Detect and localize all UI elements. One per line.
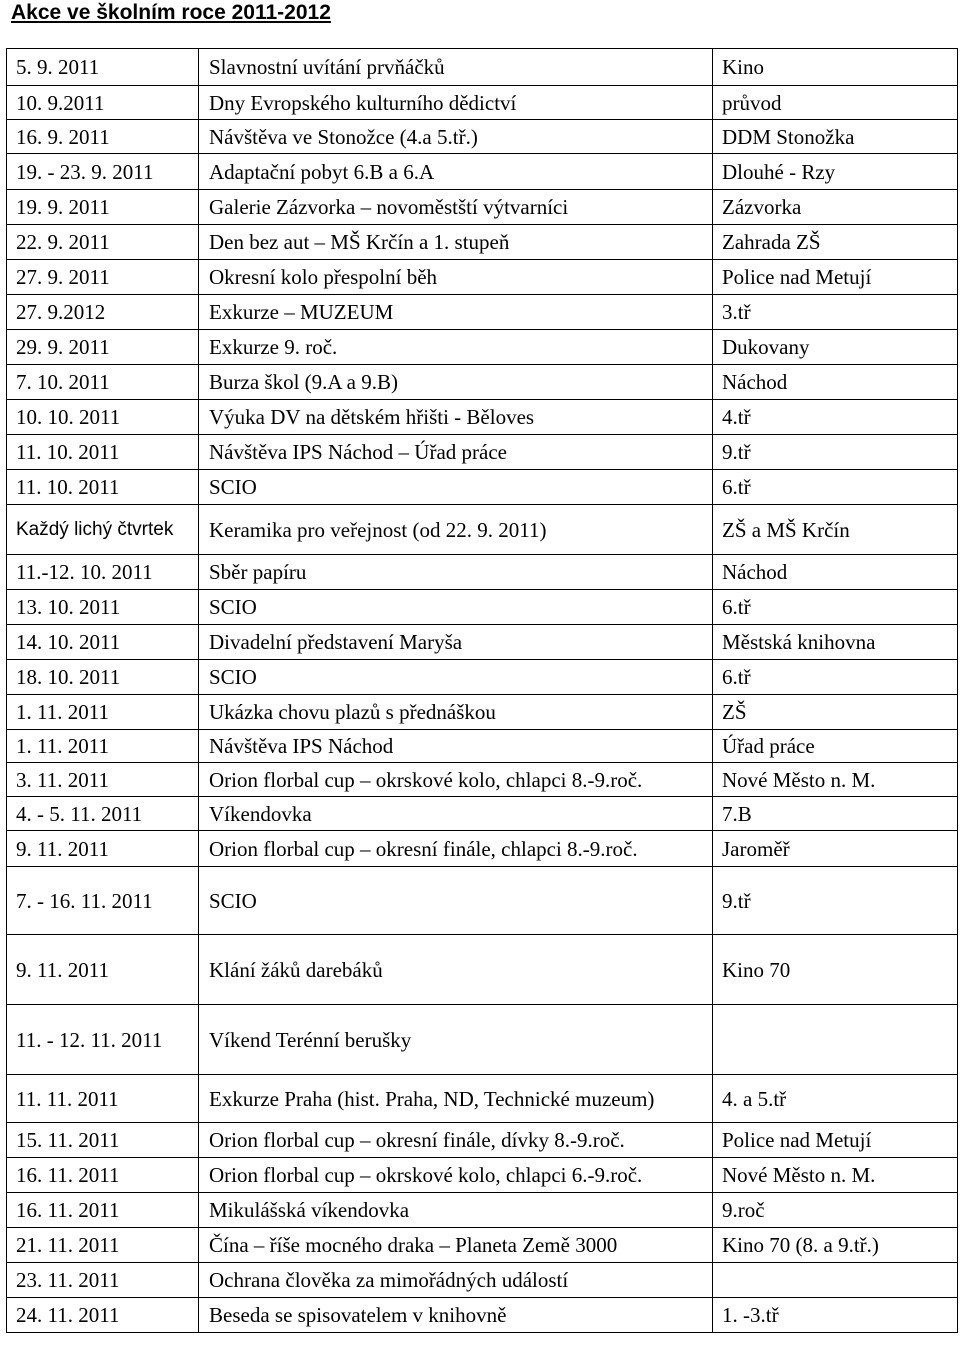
table-row — [7, 225, 958, 260]
row-date: 10. 9.2011 — [7, 86, 199, 120]
row-date: 4. - 5. 11. 2011 — [7, 797, 199, 831]
row-place: ZŠ a MŠ Krčín — [713, 505, 958, 555]
table-row — [7, 49, 958, 86]
row-event: Exkurze 9. roč. — [199, 330, 713, 365]
row-event: Orion florbal cup – okresní finále, dívky 8.-9.roč. — [199, 1123, 713, 1158]
row-place: průvod — [713, 86, 958, 120]
row-date: 16. 11. 2011 — [7, 1193, 199, 1228]
row-place: Jaroměř — [713, 831, 958, 867]
row-date: 13. 10. 2011 — [7, 590, 199, 625]
row-event: Orion florbal cup – okresní finále, chlapci 8.-9.roč. — [199, 831, 713, 867]
row-place: 6.tř — [713, 590, 958, 625]
table-row — [7, 154, 958, 190]
row-event: Sběr papíru — [199, 555, 713, 590]
row-date: 11. 10. 2011 — [7, 470, 199, 505]
row-place: 9.roč — [713, 1193, 958, 1228]
row-date: 9. 11. 2011 — [7, 935, 199, 1005]
row-event: Ochrana člověka za mimořádných událostí — [199, 1263, 713, 1298]
row-date: 16. 9. 2011 — [7, 120, 199, 154]
table-row — [7, 935, 958, 1005]
table-row — [7, 295, 958, 330]
table-row — [7, 590, 958, 625]
row-event: SCIO — [199, 470, 713, 505]
row-place: 9.tř — [713, 867, 958, 935]
row-place: Zahrada ZŠ — [713, 225, 958, 260]
table-row — [7, 660, 958, 695]
row-date: 10. 10. 2011 — [7, 400, 199, 435]
row-place: Dukovany — [713, 330, 958, 365]
row-event: Čína – říše mocného draka – Planeta Země 3000 — [199, 1228, 713, 1263]
table-row — [7, 625, 958, 660]
row-event: Víkendovka — [199, 797, 713, 831]
row-event: Mikulášská víkendovka — [199, 1193, 713, 1228]
row-event: Výuka DV na dětském hřišti - Běloves — [199, 400, 713, 435]
row-date: 18. 10. 2011 — [7, 660, 199, 695]
row-event: Exkurze Praha (hist. Praha, ND, Technické muzeum) — [199, 1075, 713, 1123]
row-date: 22. 9. 2011 — [7, 225, 199, 260]
row-place: 3.tř — [713, 295, 958, 330]
row-date: 19. - 23. 9. 2011 — [7, 154, 199, 190]
table-row — [7, 190, 958, 225]
row-event: Orion florbal cup – okrskové kolo, chlapci 8.-9.roč. — [199, 763, 713, 797]
table-row — [7, 330, 958, 365]
table-row — [7, 1123, 958, 1158]
table-row — [7, 763, 958, 797]
row-date: 1. 11. 2011 — [7, 730, 199, 763]
table-row — [7, 260, 958, 295]
row-event: Galerie Zázvorka – novoměstští výtvarníci — [199, 190, 713, 225]
row-place: Náchod — [713, 365, 958, 400]
row-date: 7. 10. 2011 — [7, 365, 199, 400]
table-row — [7, 730, 958, 763]
row-event: Burza škol (9.A a 9.B) — [199, 365, 713, 400]
row-event: Slavnostní uvítání prvňáčků — [199, 49, 713, 86]
row-place: Úřad práce — [713, 730, 958, 763]
row-event: Ukázka chovu plazů s přednáškou — [199, 695, 713, 730]
table-row — [7, 1228, 958, 1263]
row-date: 5. 9. 2011 — [7, 49, 199, 86]
table-row — [7, 505, 958, 555]
table-row — [7, 400, 958, 435]
row-date: 3. 11. 2011 — [7, 763, 199, 797]
row-date: 1. 11. 2011 — [7, 695, 199, 730]
row-date: 11. - 12. 11. 2011 — [7, 1005, 199, 1075]
row-date: 23. 11. 2011 — [7, 1263, 199, 1298]
row-date: 11. 11. 2011 — [7, 1075, 199, 1123]
row-event: Den bez aut – MŠ Krčín a 1. stupeň — [199, 225, 713, 260]
row-place: ZŠ — [713, 695, 958, 730]
row-date: 15. 11. 2011 — [7, 1123, 199, 1158]
table-row — [7, 1158, 958, 1193]
row-date: 14. 10. 2011 — [7, 625, 199, 660]
row-place: Police nad Metují — [713, 260, 958, 295]
events-table — [6, 48, 958, 1333]
table-row — [7, 1005, 958, 1075]
row-date: 16. 11. 2011 — [7, 1158, 199, 1193]
table-row — [7, 797, 958, 831]
row-place: Kino — [713, 49, 958, 86]
row-place — [713, 1005, 958, 1075]
row-place: Náchod — [713, 555, 958, 590]
events-table-body — [7, 49, 958, 1333]
table-row — [7, 1298, 958, 1333]
row-place: 6.tř — [713, 470, 958, 505]
row-place: Nové Město n. M. — [713, 1158, 958, 1193]
row-date: 29. 9. 2011 — [7, 330, 199, 365]
table-row — [7, 867, 958, 935]
row-place: Zázvorka — [713, 190, 958, 225]
row-place: Městská knihovna — [713, 625, 958, 660]
row-event: Návštěva IPS Náchod — [199, 730, 713, 763]
row-event: Keramika pro veřejnost (od 22. 9. 2011) — [199, 505, 713, 555]
row-place: Kino 70 (8. a 9.tř.) — [713, 1228, 958, 1263]
table-row — [7, 365, 958, 400]
row-event: Okresní kolo přespolní běh — [199, 260, 713, 295]
row-event: Víkend Terénní berušky — [199, 1005, 713, 1075]
row-place: 4.tř — [713, 400, 958, 435]
row-place: 4. a 5.tř — [713, 1075, 958, 1123]
row-date: 27. 9. 2011 — [7, 260, 199, 295]
row-date: 19. 9. 2011 — [7, 190, 199, 225]
row-event: Návštěva IPS Náchod – Úřad práce — [199, 435, 713, 470]
row-place: 7.B — [713, 797, 958, 831]
row-date: 27. 9.2012 — [7, 295, 199, 330]
table-row — [7, 435, 958, 470]
row-event: SCIO — [199, 867, 713, 935]
row-place: Dlouhé - Rzy — [713, 154, 958, 190]
row-event: Beseda se spisovatelem v knihovně — [199, 1298, 713, 1333]
row-date: 24. 11. 2011 — [7, 1298, 199, 1333]
row-event: Klání žáků darebáků — [199, 935, 713, 1005]
row-event: SCIO — [199, 660, 713, 695]
row-event: Orion florbal cup – okrskové kolo, chlapci 6.-9.roč. — [199, 1158, 713, 1193]
row-place: Nové Město n. M. — [713, 763, 958, 797]
table-row — [7, 86, 958, 120]
row-event: Dny Evropského kulturního dědictví — [199, 86, 713, 120]
row-place: Kino 70 — [713, 935, 958, 1005]
table-row — [7, 695, 958, 730]
table-row — [7, 120, 958, 154]
row-place: DDM Stonožka — [713, 120, 958, 154]
row-event: Adaptační pobyt 6.B a 6.A — [199, 154, 713, 190]
row-event: Exkurze – MUZEUM — [199, 295, 713, 330]
table-row — [7, 831, 958, 867]
row-event: SCIO — [199, 590, 713, 625]
row-place: 9.tř — [713, 435, 958, 470]
row-date: 21. 11. 2011 — [7, 1228, 199, 1263]
table-row — [7, 1075, 958, 1123]
table-row — [7, 470, 958, 505]
table-row — [7, 1263, 958, 1298]
page-title: Akce ve školním roce 2011-2012 — [11, 1, 331, 24]
row-date: Každý lichý čtvrtek — [7, 505, 199, 555]
row-place: Police nad Metují — [713, 1123, 958, 1158]
table-row — [7, 555, 958, 590]
table-row — [7, 1193, 958, 1228]
row-date: 11.-12. 10. 2011 — [7, 555, 199, 590]
row-place: 6.tř — [713, 660, 958, 695]
row-date: 7. - 16. 11. 2011 — [7, 867, 199, 935]
row-place: 1. -3.tř — [713, 1298, 958, 1333]
row-event: Návštěva ve Stonožce (4.a 5.tř.) — [199, 120, 713, 154]
row-event: Divadelní představení Maryša — [199, 625, 713, 660]
row-date: 9. 11. 2011 — [7, 831, 199, 867]
row-place — [713, 1263, 958, 1298]
row-date: 11. 10. 2011 — [7, 435, 199, 470]
